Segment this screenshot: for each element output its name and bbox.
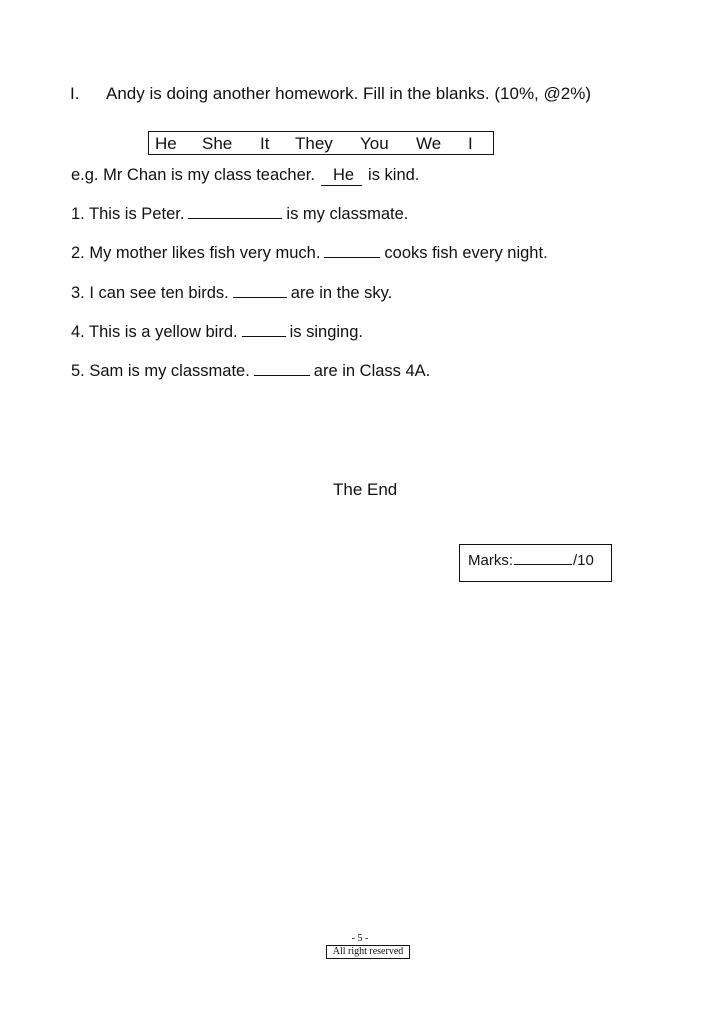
question-text: 1. This is Peter.	[71, 205, 185, 223]
section-number: I.	[70, 84, 80, 103]
marks-box	[459, 544, 612, 582]
question-text-end: is my classmate.	[286, 205, 409, 223]
the-end-text: The End	[333, 480, 398, 499]
answer-blank[interactable]	[188, 217, 282, 219]
answer-blank[interactable]	[254, 374, 310, 376]
question-4	[71, 323, 363, 342]
word-bank-item: They	[295, 134, 333, 153]
section-instruction: Andy is doing another homework. Fill in the blanks. (10%, @2%)	[106, 84, 591, 103]
answer-blank[interactable]	[233, 296, 287, 298]
page-number: - 5 -	[351, 933, 369, 944]
question-text-end: is singing.	[289, 323, 363, 341]
example-answer: He	[321, 166, 362, 186]
question-1	[71, 205, 408, 224]
example-text-end: is kind.	[368, 166, 420, 184]
question-text-end: are in Class 4A.	[313, 362, 431, 380]
word-bank-item: It	[260, 134, 270, 153]
question-text: 4. This is a yellow bird.	[71, 323, 238, 341]
question-5	[71, 362, 430, 381]
marks-blank[interactable]	[514, 563, 572, 565]
rights-notice: All right reserved	[326, 945, 410, 959]
marks-total: /10	[573, 552, 594, 569]
marks-label: Marks:	[468, 552, 513, 569]
marks-line	[468, 552, 594, 569]
word-bank-item: You	[360, 134, 389, 153]
question-text: 5. Sam is my classmate.	[71, 362, 250, 380]
example-text: e.g. Mr Chan is my class teacher.	[71, 166, 315, 184]
word-bank-item: She	[202, 134, 233, 153]
question-text: 3. I can see ten birds.	[71, 284, 229, 302]
word-bank-item: We	[416, 134, 442, 153]
question-3	[71, 284, 392, 303]
word-bank-box	[148, 131, 494, 155]
question-text-end: cooks fish every night.	[384, 244, 548, 262]
word-bank-item: He	[155, 134, 177, 153]
question-text-end: are in the sky.	[290, 284, 393, 302]
example-line	[71, 166, 419, 186]
word-bank-item: I	[468, 134, 473, 153]
question-text: 2. My mother likes fish very much.	[71, 244, 321, 262]
section-heading	[70, 84, 591, 104]
question-2	[71, 244, 548, 263]
answer-blank[interactable]	[324, 256, 380, 258]
answer-blank[interactable]	[242, 335, 286, 337]
